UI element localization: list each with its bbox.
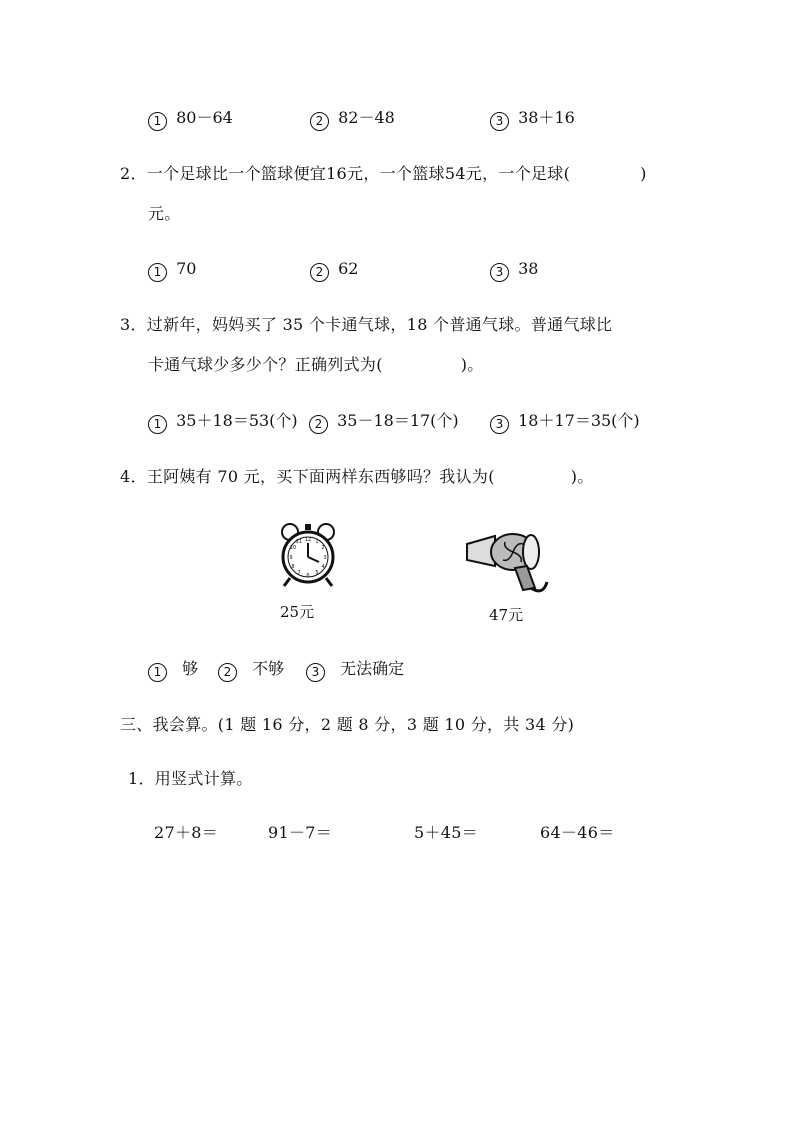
svg-text:12: 12 — [304, 537, 312, 543]
q2-option-3 — [490, 261, 538, 282]
calc-problem: 27＋8＝ — [154, 823, 219, 842]
q4-stem-text: 4．王阿姨有 70 元，买下面两样东西够吗？我认为( — [120, 467, 495, 486]
alarm-clock-icon — [276, 522, 340, 588]
clock-price: 25元 — [280, 603, 315, 621]
svg-text:9: 9 — [289, 555, 293, 561]
q4-stem — [120, 469, 594, 485]
section-heading: 三、我会算。(1 题 16 分，2 题 8 分，3 题 10 分，共 34 分) — [120, 715, 575, 734]
option-text: 无法确定 — [340, 659, 405, 678]
option-text: 不够 — [252, 659, 285, 678]
q3-stem-text: 卡通气球少多少个？正确列式为( — [148, 355, 383, 374]
svg-text:6: 6 — [306, 573, 310, 579]
option-number: 2 — [310, 263, 329, 282]
q4-option-3 — [306, 661, 404, 682]
option-number: 2 — [218, 663, 237, 682]
q2-option-1 — [148, 261, 196, 282]
option-text: 38 — [518, 259, 539, 278]
svg-text:3: 3 — [323, 555, 327, 561]
option-number: 1 — [148, 415, 167, 434]
svg-text:4: 4 — [321, 564, 325, 570]
svg-text:2: 2 — [321, 545, 325, 551]
svg-text:5: 5 — [315, 570, 319, 576]
option-number: 1 — [148, 263, 167, 282]
option-number: 3 — [490, 263, 509, 282]
hair-dryer-icon — [465, 532, 555, 600]
q3-stem-line2 — [148, 357, 484, 373]
q1-option-3 — [490, 110, 575, 131]
svg-text:1: 1 — [315, 539, 319, 545]
q2-stem-text: 2．一个足球比一个篮球便宜16元，一个篮球54元，一个足球( — [120, 164, 571, 183]
dryer-price: 47元 — [489, 606, 524, 624]
calc-problem: 91－7＝ — [268, 823, 333, 842]
svg-text:7: 7 — [297, 570, 301, 576]
option-text: 62 — [338, 259, 359, 278]
calc-problem: 5＋45＝ — [414, 823, 479, 842]
option-text: 38＋16 — [518, 108, 575, 127]
option-number: 2 — [309, 415, 328, 434]
option-text: 18＋17＝35(个) — [518, 411, 640, 430]
option-number: 3 — [490, 112, 509, 131]
q2-stem-line2: 元。 — [148, 204, 181, 223]
option-text: 70 — [176, 259, 197, 278]
q3-option-1 — [148, 413, 298, 434]
q2-stem — [120, 166, 647, 182]
option-text: 35＋18＝53(个) — [176, 411, 298, 430]
q2-option-2 — [310, 261, 358, 282]
svg-text:10: 10 — [289, 545, 297, 551]
option-number: 2 — [310, 112, 329, 131]
q1-option-1 — [148, 110, 233, 131]
q3-close-paren: )。 — [460, 355, 484, 374]
option-number: 3 — [306, 663, 325, 682]
svg-text:8: 8 — [291, 564, 295, 570]
q3-stem: 3．过新年，妈妈买了 35 个卡通气球，18 个普通气球。普通气球比 — [120, 315, 613, 334]
q4-close-paren: )。 — [570, 467, 594, 486]
q3-option-2 — [309, 413, 459, 434]
option-number: 1 — [148, 663, 167, 682]
option-number: 3 — [490, 415, 509, 434]
q3-option-3 — [490, 413, 640, 434]
option-text: 82－48 — [338, 108, 395, 127]
q4-option-2 — [218, 661, 284, 682]
q4-option-1 — [148, 661, 198, 682]
svg-text:11: 11 — [295, 539, 303, 545]
q1-option-2 — [310, 110, 395, 131]
option-text: 80－64 — [176, 108, 233, 127]
option-text: 35－18＝17(个) — [337, 411, 459, 430]
subquestion-label: 1．用竖式计算。 — [128, 769, 253, 788]
option-number: 1 — [148, 112, 167, 131]
q2-close-paren: ) — [640, 164, 647, 183]
option-text: 够 — [182, 659, 199, 678]
calc-problem: 64－46＝ — [540, 823, 615, 842]
